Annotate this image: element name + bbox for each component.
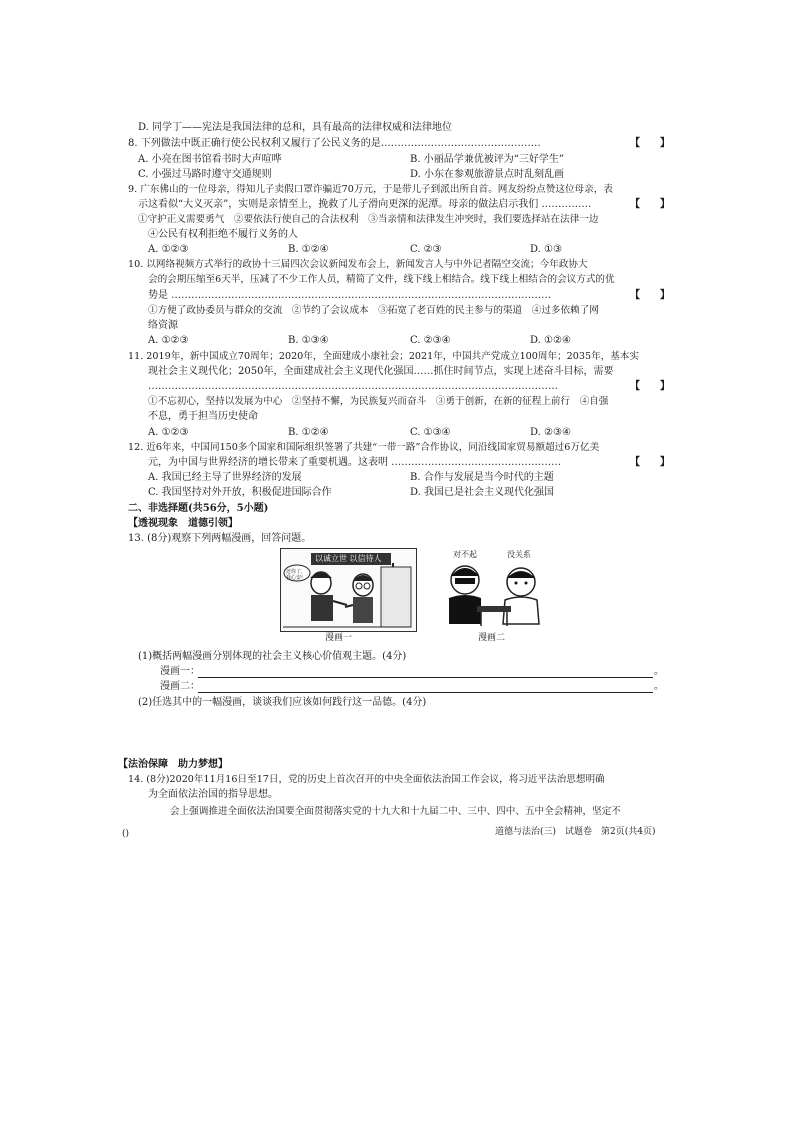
comic-1-sign-text: 以诚立世 以信待人 [315,554,382,563]
q10-option-c: C. ②③④ [410,335,451,346]
q10-line4: ①方便了政协委员与群众的交流 ②节约了会议成本 ③拓宽了老百姓的民主参与的渠道 ④过多依赖了网 [148,305,599,316]
q8-answer-bracket: 【 】 [630,138,670,149]
q10-line1: 10. 以网络视频方式举行的政协十三届四次会议新闻发布会上，新闻发言人与中外记者隔空交流；今年政协大 [128,259,588,270]
q11-line1: 11. 2019年，新中国成立70周年；2020年，全面建成小康社会；2021年，中国共产党成立100周年；2035年，基本实 [128,351,640,362]
subsection-heading-morality: 【透视现象 道德引领】 [128,518,238,529]
comic-2-speech-no-problem: 没关系 [507,550,531,559]
q10-line5: 络资源 [148,320,178,331]
q9-answer-bracket: 【 】 [630,199,670,210]
q13-part2: (2)任选其中的一幅漫画，谈谈我们应该如何践行这一品德。(4分) [138,697,427,708]
q9-option-a: A. ①②③ [148,244,189,255]
subsection-heading-rule-of-law: 【法治保障 助力梦想】 [118,759,228,770]
q14-line3: 会上强调推进全面依法治国要全面贯彻落实党的十九大和十九届二中、三中、四中、五中全会精神，坚定不 [170,806,621,817]
q11-option-c: C. ①③④ [410,427,451,438]
q13-part1: (1)概括两幅漫画分别体现的社会主义核心价值观主题。(4分) [138,651,407,662]
q12-line1: 12. 近6年来，中国同150多个国家和国际组织签署了共建“一带一路”合作协议，同沿线国家贸易额超过6万亿美 [128,442,600,453]
q13-answer-period-2: 。 [654,681,664,692]
q9-option-d: D. ①③ [530,244,562,255]
q12-option-d: D. 我国已是社会主义现代化强国 [410,487,555,498]
q9-option-b: B. ①②④ [288,244,329,255]
page-footer: 道德与法治(三) 试题卷 第2页(共4页) [495,827,656,837]
q8-option-b: B. 小丽品学兼优被评为“三好学生” [410,154,564,165]
comic-2-person-left-body [449,595,481,624]
q10-option-d: D. ①②④ [530,335,571,346]
q8-option-a: A. 小亮在图书馆看书时大声喧哗 [138,154,282,165]
section-heading: 二、非选择题(共56分，5小题) [128,503,269,514]
comic-1-door [381,567,411,627]
q13-answer-label-1: 漫画一： [160,666,200,677]
q13-answer-line-2[interactable] [198,692,653,693]
comic-1-caption: 漫画一 [325,633,353,643]
comic-1-person-right-body [353,597,373,623]
q13-answer-line-1[interactable] [198,677,653,678]
q10-option-a: A. ①②③ [148,335,189,346]
q11-line3: …………………………………………………………………………………………………………… [148,381,558,392]
comic-2-caption: 漫画二 [478,633,506,643]
comic-2 [425,548,560,630]
q11-option-d: D. ②③④ [530,427,571,438]
q10-line3: 势是 …………………………………………………………………………………………………… [148,290,552,301]
q7-option-d: D. 同学丁——宪法是我国法律的总和，具有最高的法律权威和法律地位 [138,122,453,133]
comic-2-drawing [425,548,560,630]
q13-stem: 13. (8分)观察下列两幅漫画，回答问题。 [128,533,312,544]
q12-option-b: B. 合作与发展是当今时代的主题 [410,472,554,483]
q11-line5: 不息，勇于担当历史使命 [148,411,258,422]
q10-answer-bracket: 【 】 [630,290,670,301]
q11-option-b: B. ①②④ [288,427,329,438]
q10-line2: 会的会期压缩至6天半，压减了不少工作人员，精简了文件，线下线上相结合。线下线上相结合的会议方式的优 [148,274,615,285]
q13-answer-label-2: 漫画二： [160,681,200,692]
q14-line1: 14. (8分)2020年11月16日至17日，党的历史上首次召开的中央全面依法治国工作会议，将习近平法治思想明确 [128,774,605,785]
q12-option-a: A. 我国已经主导了世界经济的发展 [148,472,302,483]
q11-answer-bracket: 【 】 [630,381,670,392]
q8-option-d: D. 小东在参观旅游景点时乱刻乱画 [410,169,565,180]
q9-option-c: C. ②③ [410,244,442,255]
q12-answer-bracket: 【 】 [630,457,670,468]
q14-line2: 为全面依法治国的指导思想。 [148,789,278,800]
q11-line4: ①不忘初心，坚持以发展为中心 ②坚持不懈，为民族复兴而奋斗 ③勇于创新，在新的征程上前行 ④自强 [148,396,609,407]
margin-mark: () [122,829,130,839]
comic-1-speech-text: 还你了，我心安! [286,569,307,581]
q12-line2: 元，为中国与世界经济的增长带来了重要机遇。这表明 …………………………………………… [148,457,562,468]
q11-line2: 现社会主义现代化；2050年，全面建成社会主义现代化强国……抓住时间节点，实现上述奋斗目标，需要 [148,366,614,377]
comic-2-speech-sorry: 对不起 [453,550,477,559]
q11-option-a: A. ①②③ [148,427,189,438]
q9-line1: 9. 广东佛山的一位母亲，得知儿子卖假口罩诈骗近70万元，于是带儿子到派出所自首。网友纷纷点赞这位母亲，表 [128,184,613,195]
q13-answer-period-1: 。 [654,666,664,677]
comic-1 [280,548,417,632]
q12-option-c: C. 我国坚持对外开放，积极促进国际合作 [148,487,332,498]
q9-line4: ④公民有权利拒绝不履行义务的人 [148,229,298,240]
q10-option-b: B. ①③④ [288,335,329,346]
q9-line2: 示这看似“大义灭亲”，实则是亲情至上，挽救了儿子滑向更深的泥潭。母亲的做法启示我们 …………… [138,199,592,210]
q8-stem: 8. 下列做法中既正确行使公民权利又履行了公民义务的是………………………………………… [128,138,541,149]
comic-2-desk [477,606,511,612]
comic-1-person-left-body [311,595,333,621]
q9-line3: ①守护正义需要勇气 ②要依法行使自己的合法权利 ③当亲情和法律发生冲突时，我们要选择站在法律一边 [138,214,599,225]
q8-option-c: C. 小强过马路时遵守交通规则 [138,169,272,180]
